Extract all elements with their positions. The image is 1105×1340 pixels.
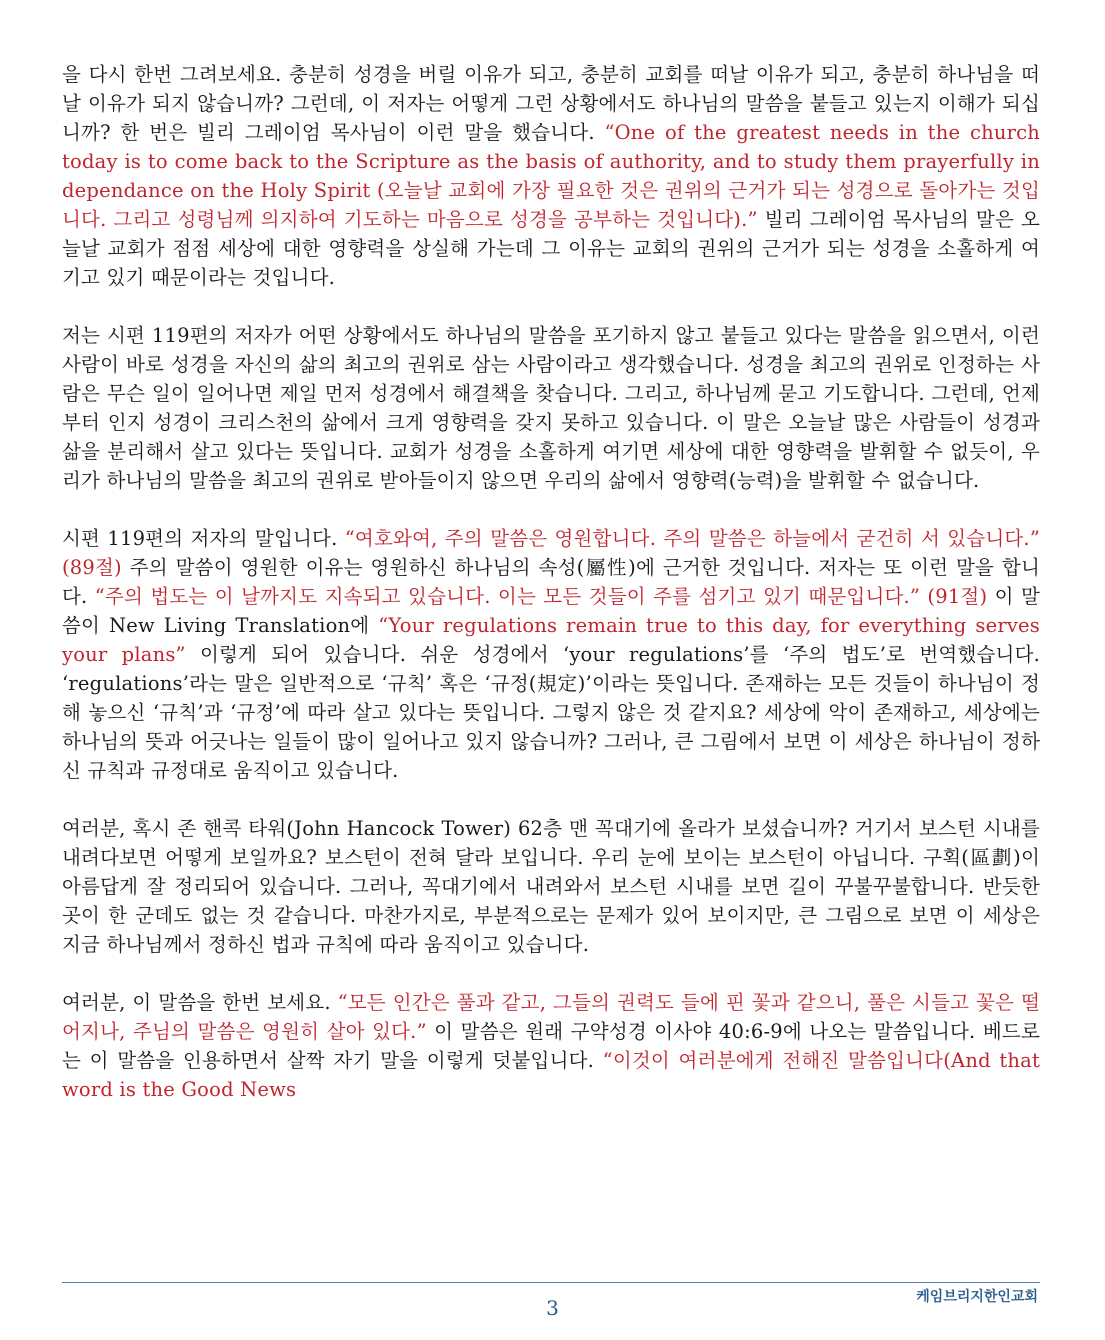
body-text: 빌리 그레이엄 목사님의 말은 오늘날 교회가 점점 세상에 대한 영향력을 상실해 가는데 그 이유는 교회의 권위의 근거가 되는 성경을 소홀하게 여기고 있기 때문이라는 것입니다. — [62, 208, 1040, 289]
quoted-scripture: “이것이 여러분에게 전해진 말씀입니다(And that word is the Good News — [62, 1049, 1041, 1101]
footer-divider — [62, 1282, 1040, 1283]
paragraph — [62, 60, 1040, 292]
quoted-scripture: “One of the greatest needs in the church today is to come back to the Scripture as the basis of authority, and to study them prayerfully in dependance on the Holy Spirit (오늘날 교회에 가장 필요한 것은 권위의 근거가 되는 성경으로 돌아가는 것입니다. 그리고 성령님께 의지하여 기도하는 마음으로 성경을 공부하는 것입니다).” — [62, 121, 1040, 231]
paragraph — [62, 524, 1040, 785]
body-text: 시편 119편의 저자의 말입니다. — [62, 527, 345, 550]
body-text: 주의 말씀이 영원한 이유는 영원하신 하나님의 속성(屬性)에 근거한 것입니다. 저자는 또 이런 말을 합니다. — [62, 556, 1040, 608]
body-text: 여러분, 이 말씀을 한번 보세요. — [62, 991, 338, 1014]
paragraph — [62, 988, 1040, 1104]
quoted-scripture: “주의 법도는 이 날까지도 지속되고 있습니다. 이는 모든 것들이 주를 섬기고 있기 때문입니다.” (91절) — [94, 585, 988, 608]
body-text: 이 말씀이 New Living Translation에 — [62, 585, 1040, 637]
page-number: 3 — [546, 1296, 559, 1320]
quoted-scripture: “Your regulations remain true to this day, for everything serves your plans” — [62, 614, 1041, 666]
paragraph — [62, 814, 1040, 959]
body-text: 을 다시 한번 그려보세요. 충분히 성경을 버릴 이유가 되고, 충분히 교회를 떠날 이유가 되고, 충분히 하나님을 떠날 이유가 되지 않습니까? 그런데, 이 저자는 어떻게 그런 상황에서도 하나님의 말씀을 붙들고 있는지 이해가 되십니까? 한 번은 빌리 그레이엄 목사님이 이런 말을 했습니다. — [62, 63, 1040, 144]
body-text: 이 말씀은 원래 구약성경 이사야 40:6-9에 나오는 말씀입니다. 베드로는 이 말씀을 인용하면서 살짝 자기 말을 이렇게 덧붙입니다. — [62, 1020, 1040, 1072]
paragraph — [62, 321, 1040, 495]
quoted-scripture: “여호와여, 주의 말씀은 영원합니다. 주의 말씀은 하늘에서 굳건히 서 있습니다.” (89절) — [62, 527, 1040, 579]
quoted-scripture: “모든 인간은 풀과 같고, 그들의 권력도 들에 핀 꽃과 같으니, 풀은 시들고 꽃은 떨어지나, 주님의 말씀은 영원히 살아 있다.” — [62, 991, 1041, 1043]
church-name: 케임브리지한인교회 — [916, 1289, 1038, 1305]
body-text: 여러분, 혹시 존 핸콕 타워(John Hancock Tower) 62층 맨 꼭대기에 올라가 보셨습니까? 거기서 보스턴 시내를 내려다보면 어떻게 보일까요? 보스턴이 전혀 달라 보입니다. 우리 눈에 보이는 보스턴이 아닙니다. 구획(區劃)이 아름답게 잘 정리되어 있습니다. 그러나, 꼭대기에서 내려와서 보스턴 시내를 보면 길이 꾸불꾸불합니다. 반듯한 곳이 한 군데도 없는 것 같습니다. 마찬가지로, 부분적으로는 문제가 있어 보이지만, 큰 그림으로 보면 이 세상은 지금 하나님께서 정하신 법과 규칙에 따라 움직이고 있습니다. — [62, 817, 1040, 956]
page-body — [62, 60, 1040, 1133]
body-text: 이렇게 되어 있습니다. 쉬운 성경에서 ‘your regulations’를 ‘주의 법도’로 번역했습니다. ‘regulations’라는 말은 일반적으로 ‘규칙’ 혹은 ‘규정(規定)’이라는 뜻입니다. 존재하는 모든 것들이 하나님이 정해 놓으신 ‘규칙’과 ‘규정’에 따라 살고 있다는 뜻입니다. 그렇지 않은 것 같지요? 세상에 악이 존재하고, 세상에는 하나님의 뜻과 어긋나는 일들이 많이 일어나고 있지 않습니까? 그러나, 큰 그림에서 보면 이 세상은 하나님이 정하신 규칙과 규정대로 움직이고 있습니다. — [62, 643, 1041, 782]
body-text: 저는 시편 119편의 저자가 어떤 상황에서도 하나님의 말씀을 포기하지 않고 붙들고 있다는 말씀을 읽으면서, 이런 사람이 바로 성경을 자신의 삶의 최고의 권위로 삼는 사람이라고 생각했습니다. 성경을 최고의 권위로 인정하는 사람은 무슨 일이 일어나면 제일 먼저 성경에서 해결책을 찾습니다. 그리고, 하나님께 묻고 기도합니다. 그런데, 언제부터 인지 성경이 크리스천의 삶에서 크게 영향력을 갖지 못하고 있습니다. 이 말은 오늘날 많은 사람들이 성경과 삶을 분리해서 살고 있다는 뜻입니다. 교회가 성경을 소홀하게 여기면 세상에 대한 영향력을 발휘할 수 없듯이, 우리가 하나님의 말씀을 최고의 권위로 받아들이지 않으면 우리의 삶에서 영향력(능력)을 발휘할 수 없습니다. — [62, 324, 1040, 492]
